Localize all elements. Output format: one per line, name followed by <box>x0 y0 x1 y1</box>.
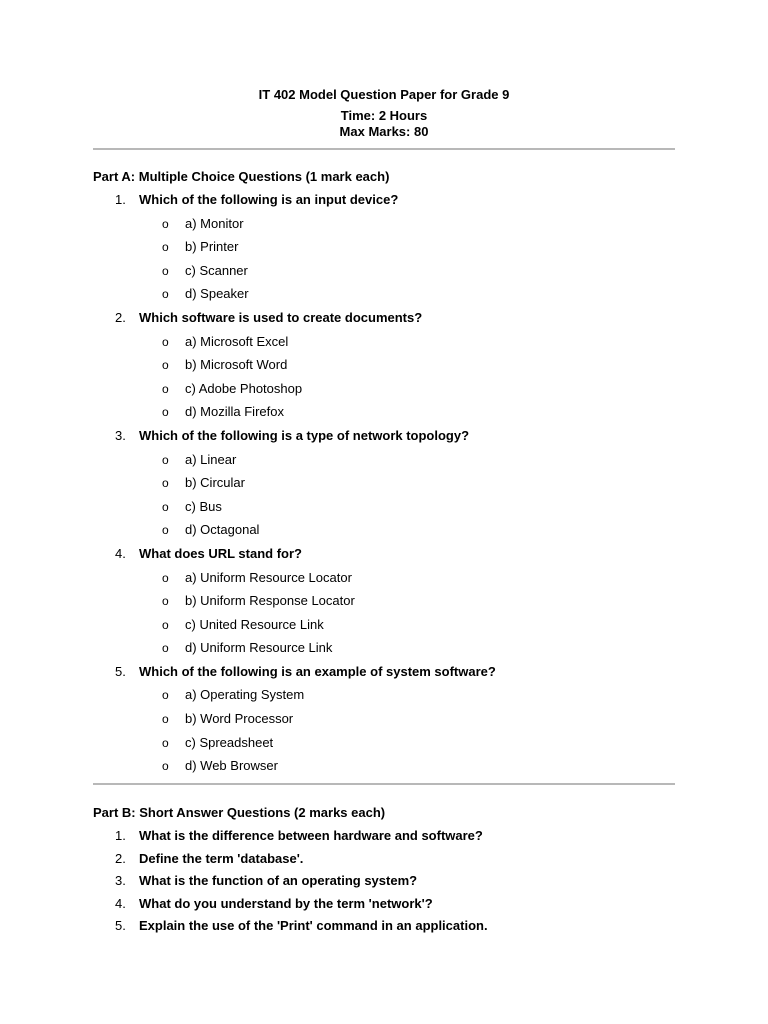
option-text: a) Uniform Resource Locator <box>185 569 352 585</box>
question-text: Which of the following is a type of network topology? <box>139 427 470 443</box>
question-number: 4. <box>115 545 126 561</box>
mcq-option <box>0 568 768 592</box>
option-bullet: o <box>162 405 169 420</box>
mcq-option <box>0 332 768 356</box>
question-text: Which software is used to create documents? <box>139 309 423 325</box>
option-text: c) Spreadsheet <box>185 734 274 750</box>
option-text: a) Monitor <box>185 215 244 231</box>
option-text: b) Uniform Response Locator <box>185 593 355 609</box>
option-bullet: o <box>162 523 169 538</box>
option-bullet: o <box>162 617 169 632</box>
mcq-question <box>0 544 768 568</box>
question-text: Which of the following is an input device? <box>139 192 399 207</box>
option-bullet: o <box>162 240 169 255</box>
mcq-option <box>0 450 768 474</box>
paper-duration: Time: 2 Hours <box>340 108 428 123</box>
option-text: c) Scanner <box>185 262 248 278</box>
option-bullet: o <box>162 287 169 302</box>
option-text: a) Operating System <box>185 687 305 703</box>
question-text: What is the function of an operating system? <box>139 873 418 889</box>
option-text: b) Word Processor <box>185 711 294 727</box>
short-question <box>0 894 768 917</box>
section-divider <box>93 783 675 785</box>
mcq-option <box>0 214 768 238</box>
option-bullet: o <box>162 476 169 491</box>
option-bullet: o <box>162 499 169 514</box>
mcq-option <box>0 379 768 403</box>
option-text: d) Mozilla Firefox <box>185 404 284 420</box>
mcq-option <box>0 284 768 308</box>
short-question <box>0 826 768 849</box>
option-text: c) Adobe Photoshop <box>185 380 303 396</box>
mcq-option <box>0 473 768 497</box>
option-text: d) Uniform Resource Link <box>185 640 333 656</box>
mcq-option <box>0 733 768 757</box>
mcq-option <box>0 237 768 261</box>
mcq-question <box>0 190 768 214</box>
question-text: What does URL stand for? <box>139 545 302 561</box>
question-text: What do you understand by the term 'network'? <box>139 895 433 911</box>
option-text: d) Octagonal <box>185 522 260 538</box>
option-bullet: o <box>162 688 169 703</box>
option-bullet: o <box>162 594 169 609</box>
option-text: b) Microsoft Word <box>185 357 288 373</box>
question-number: 1. <box>115 828 126 843</box>
question-number: 2. <box>115 850 126 866</box>
mcq-option <box>0 615 768 639</box>
question-number: 5. <box>115 663 126 679</box>
part-b-heading: Part B: Short Answer Questions (2 marks each) <box>93 805 386 820</box>
mcq-option <box>0 520 768 544</box>
mcq-option <box>0 497 768 521</box>
option-bullet: o <box>162 452 169 467</box>
header-divider <box>93 148 675 150</box>
short-question <box>0 849 768 872</box>
option-bullet: o <box>162 216 169 231</box>
short-question <box>0 871 768 894</box>
option-bullet: o <box>162 334 169 349</box>
option-bullet: o <box>162 358 169 373</box>
mcq-option <box>0 709 768 733</box>
short-question <box>0 916 768 939</box>
option-bullet: o <box>162 712 169 727</box>
mcq-question <box>0 426 768 450</box>
option-text: c) United Resource Link <box>185 616 324 632</box>
question-number: 3. <box>115 427 126 443</box>
mcq-question <box>0 308 768 332</box>
question-text: Define the term 'database'. <box>139 850 304 866</box>
part-a-question-list <box>0 190 768 780</box>
option-bullet: o <box>162 759 169 774</box>
mcq-question <box>0 662 768 686</box>
part-a-heading: Part A: Multiple Choice Questions (1 mark each) <box>93 169 390 184</box>
option-text: d) Speaker <box>185 286 249 302</box>
mcq-option <box>0 591 768 615</box>
mcq-option <box>0 638 768 662</box>
question-text: What is the difference between hardware and software? <box>139 828 483 843</box>
question-number: 3. <box>115 873 126 889</box>
option-bullet: o <box>162 735 169 750</box>
option-bullet: o <box>162 641 169 656</box>
question-number: 5. <box>115 918 126 934</box>
option-text: c) Bus <box>185 498 222 514</box>
mcq-option <box>0 685 768 709</box>
option-bullet: o <box>162 263 169 278</box>
option-text: b) Printer <box>185 239 239 255</box>
option-text: d) Web Browser <box>185 758 278 774</box>
option-text: b) Circular <box>185 475 245 491</box>
question-text: Explain the use of the 'Print' command in an application. <box>139 918 488 934</box>
mcq-option <box>0 402 768 426</box>
paper-max-marks: Max Marks: 80 <box>339 124 429 139</box>
option-bullet: o <box>162 381 169 396</box>
paper-title: IT 402 Model Question Paper for Grade 9 <box>258 87 510 102</box>
mcq-option <box>0 355 768 379</box>
mcq-option <box>0 756 768 780</box>
option-text: a) Microsoft Excel <box>185 333 289 349</box>
part-b-question-list <box>0 826 768 939</box>
mcq-option <box>0 261 768 285</box>
option-text: a) Linear <box>185 451 237 467</box>
question-text: Which of the following is an example of system software? <box>139 663 496 679</box>
question-number: 2. <box>115 309 126 325</box>
question-number: 4. <box>115 895 126 911</box>
option-bullet: o <box>162 570 169 585</box>
question-number: 1. <box>115 192 126 207</box>
